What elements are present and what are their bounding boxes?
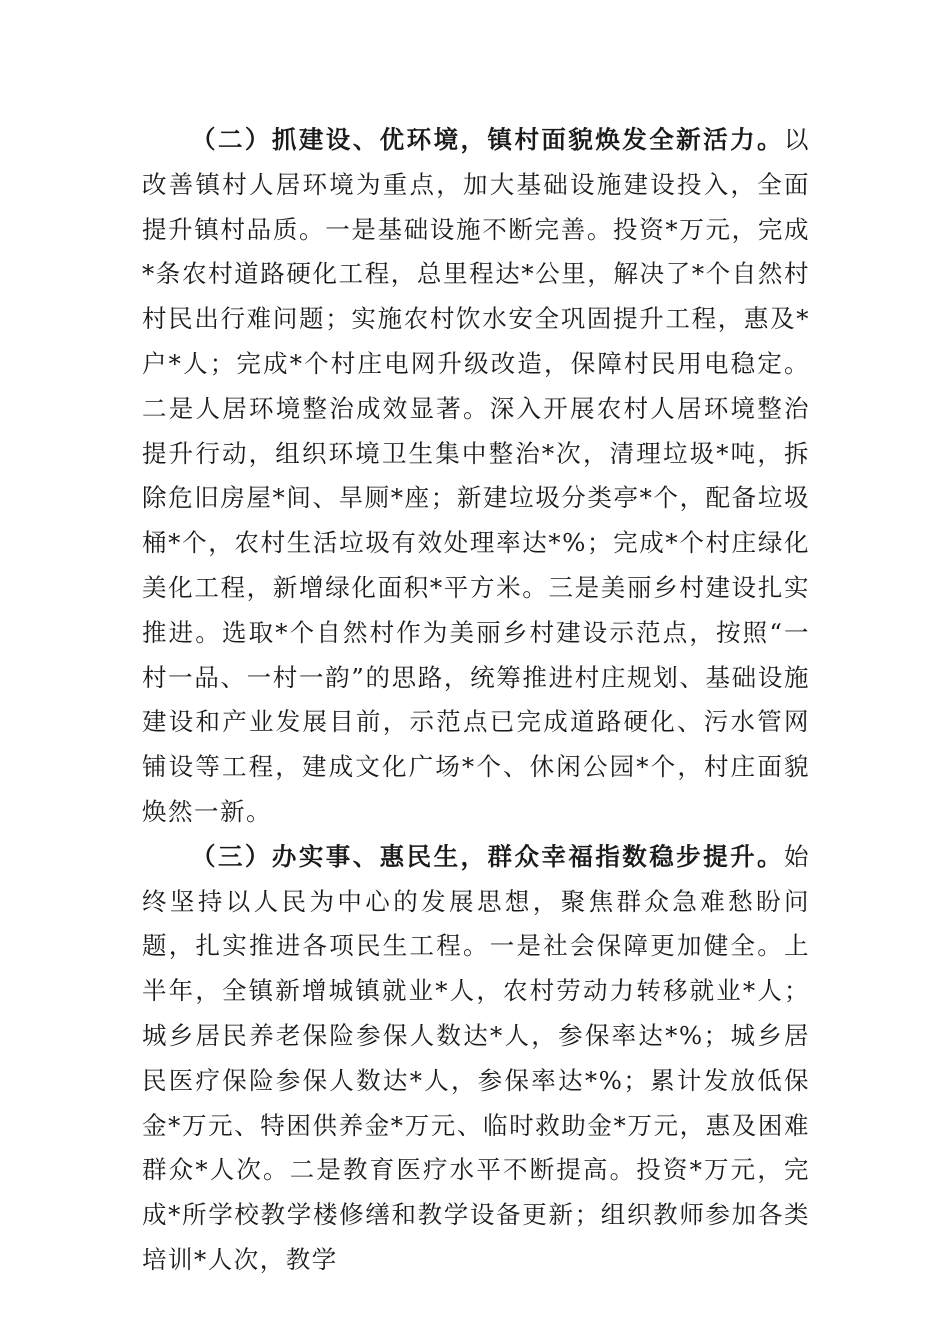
section-heading-two: （二）抓建设、优环境，镇村面貌焕发全新活力。 — [191, 125, 784, 154]
paragraph-body-two: 以改善镇村人居环境为重点，加大基础设施建设投入，全面提升镇村品质。一是基础设施不断完善。投资*万元，完成*条农村道路硬化工程，总里程达*公里，解决了*个自然村村民出行难问题；实施农村饮水安全巩固提升工程，惠及*户*人；完成*个村庄电网升级改造，保障村民用电稳定。二是人居环境整治成效显著。深入开展农村人居环境整治提升行动，组织环境卫生集中整治*次，清理垃圾*吨，拆除危旧房屋*间、旱厕*座；新建垃圾分类亭*个，配备垃圾桶*个，农村生活垃圾有效处理率达*%；完成*个村庄绿化美化工程，新增绿化面积*平方米。三是美丽乡村建设扎实推进。选取*个自然村作为美丽乡村建设示范点，按照“一村一品、一村一韵”的思路，统筹推进村庄规划、基础设施建设和产业发展目前，示范点已完成道路硬化、污水管网铺设等工程，建成文化广场*个、休闲公园*个，村庄面貌焕然一新。 — [142, 125, 810, 826]
paragraph-body-three: 始终坚持以人民为中心的发展思想，聚焦群众急难愁盼问题，扎实推进各项民生工程。一是社会保障更加健全。上半年，全镇新增城镇就业*人，农村劳动力转移就业*人；城乡居民养老保险参保人数达*人，参保率达*%；城乡居民医疗保险参保人数达*人，参保率达*%；累计发放低保金*万元、特困供养金*万元、临时救助金*万元，惠及困难群众*人次。二是教育医疗水平不断提高。投资*万元，完成*所学校教学楼修缮和教学设备更新；组织教师参加各类培训*人次，教学 — [142, 841, 810, 1274]
section-heading-three: （三）办实事、惠民生，群众幸福指数稳步提升。 — [191, 841, 784, 871]
paragraph-construction-environment — [142, 118, 810, 835]
paragraph-livelihood — [142, 835, 810, 1283]
document-page — [142, 118, 810, 1283]
